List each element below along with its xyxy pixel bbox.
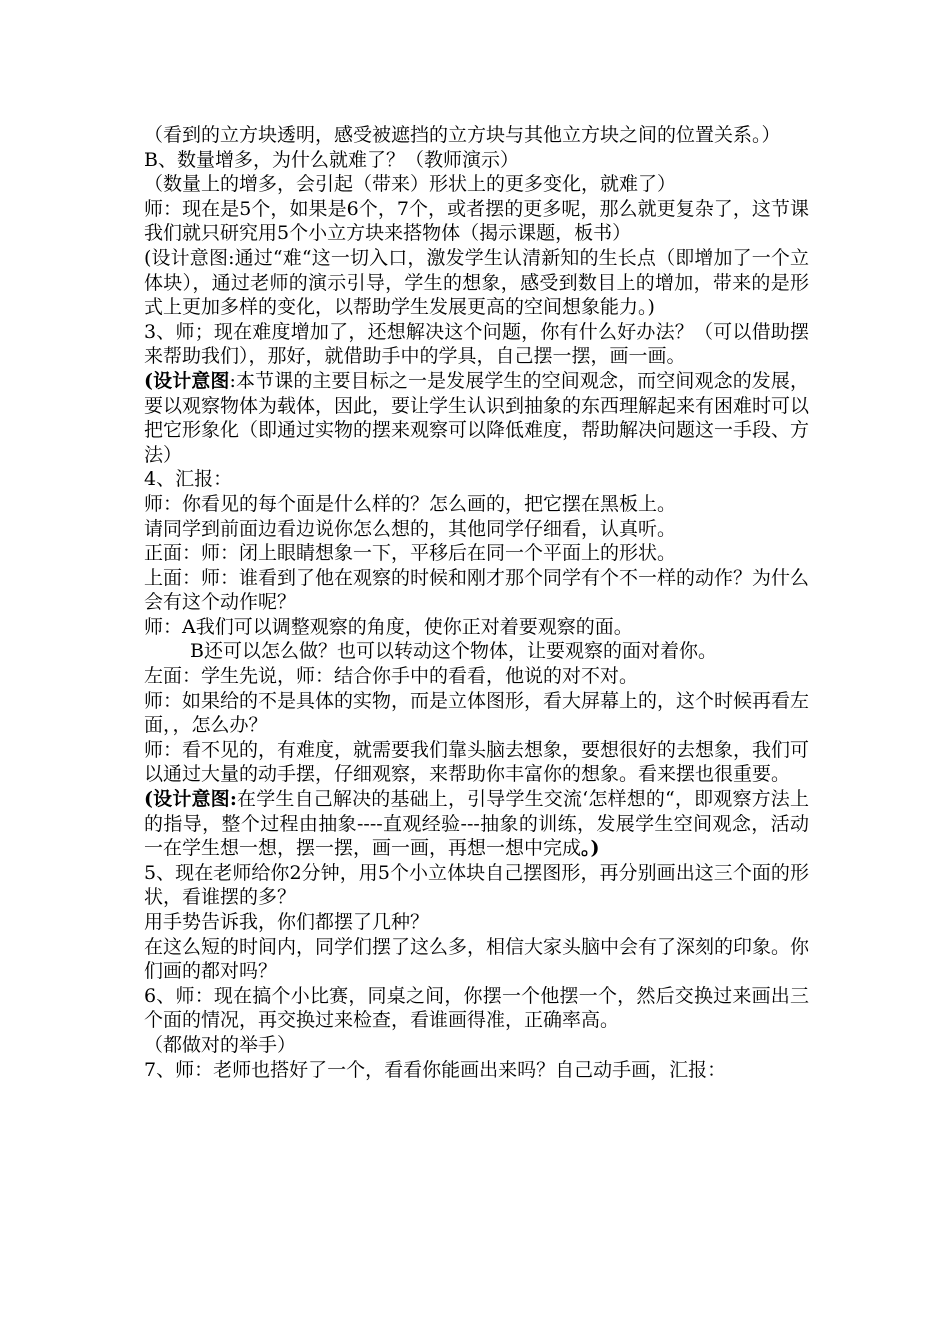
paragraph-option-a: 师：A我们可以调整观察的角度，使你正对着要观察的面。 — [144, 615, 633, 638]
paragraph-solid-figure: 师：如果给的不是具体的实物，而是立体图形，看大屏幕上的，这个时候再看左面，，怎么办？ — [144, 689, 810, 737]
design-intent-text: :本节课的主要目标之一是发展学生的空间观念，而空间观念的发展，要以观察物体为载体，因此，要让学生认识到抽象的东西理解起来有困难时可以把它形象化（即通过实物的摆来观察可以降低难度，帮助解决问题这一手段、方法） — [144, 369, 810, 466]
paragraph-b-quantity-question: B、数量增多，为什么就难了？（教师演示） — [144, 148, 519, 171]
paragraph-design-intent-2 — [144, 369, 809, 467]
paragraph-students-front: 请同学到前面边看边说你怎么想的，其他同学仔细看，认真听。 — [144, 517, 677, 540]
paragraph-transparent-cubes: （看到的立方块透明，感受被遮挡的立方块与其他立方块之间的位置关系。） — [144, 124, 781, 146]
paragraph-step-7: 7、师：老师也搭好了一个，看看你能画出来吗？自己动手画，汇报： — [144, 1058, 727, 1081]
paragraph-option-b: B还可以怎么做？也可以转动这个物体，让要观察的面对着你。 — [190, 640, 717, 663]
paragraph-step-4-report: 4、汇报： — [144, 468, 233, 491]
paragraph-step-3: 3、师；现在难度增加了，还想解决这个问题，你有什么好办法？（可以借助摆来帮助我们），那好，就借助手中的学具，自己摆一摆，画一画。 — [144, 320, 809, 368]
paragraph-teacher-five-cubes: 师：现在是5个，如果是6个，7个，或者摆的更多呢，那么就更复杂了，这节课我们就只研究用5个小立方块来搭物体（揭示课题，板书） — [144, 197, 809, 245]
design-intent-label: (设计意图 — [144, 369, 230, 392]
paragraph-teacher-each-face: 师：你看见的每个面是什么样的？怎么画的，把它摆在黑板上。 — [144, 492, 677, 515]
paragraph-step-6: 6、师：现在搞个小比赛，同桌之间，你摆一个他摆一个，然后交换过来画出三个面的情况，再交换过来检查，看谁画得准，正确率高。 — [144, 984, 809, 1032]
design-intent-label: (设计意图: — [144, 788, 237, 811]
paragraph-top-view: 上面：师：谁看到了他在观察的时候和刚才那个同学有个不一样的动作？为什么会有这个动作呢？ — [144, 566, 810, 614]
paragraph-imagination: 师：看不见的，有难度，就需要我们靠头脑去想象，要想很好的去想象，我们可以通过大量的动手摆，仔细观察，来帮助你丰富你的想象。看来摆也很重要。 — [144, 738, 810, 786]
paragraph-step-5: 5、现在老师给你2分钟，用5个小立体块自己摆图形，再分别画出这三个面的形状，看谁摆的多？ — [144, 861, 809, 909]
paragraph-front-view: 正面：师：闭上眼睛想象一下，平移后在同一个平面上的形状。 — [144, 542, 677, 565]
design-intent-tail: 。) — [581, 837, 600, 860]
paragraph-short-time: 在这么短的时间内，同学们摆了这么多，相信大家头脑中会有了深刻的印象。你们画的都对吗？ — [144, 935, 810, 983]
paragraph-design-intent-3 — [144, 787, 809, 861]
paragraph-hand-gesture: 用手势告诉我，你们都摆了几种？ — [144, 911, 430, 933]
document-body — [144, 123, 809, 1082]
paragraph-design-intent-1: (设计意图:通过“难“这一切入口，激发学生认清新知的生长点（即增加了一个立体块），通过老师的演示引导，学生的想象，感受到数目上的增加，带来的是形式上更加多样的变化，以帮助学生发展更高的空间想象能力。) — [144, 246, 809, 319]
paragraph-raise-hands: （都做对的举手） — [144, 1033, 297, 1056]
paragraph-left-view: 左面：学生先说，师：结合你手中的看看，他说的对不对。 — [144, 665, 639, 688]
design-intent-text: 在学生自己解决的基础上，引导学生交流‘怎样想的“，即观察方法上的指导，整个过程由抽象----直观经验---抽象的训练，发展学生空间观念，活动一在学生想一想，摆一摆，画一画，再想一想中完成 — [144, 788, 809, 860]
paragraph-quantity-explanation: （数量上的增多，会引起（带来）形状上的更多变化，就难了） — [144, 173, 677, 196]
